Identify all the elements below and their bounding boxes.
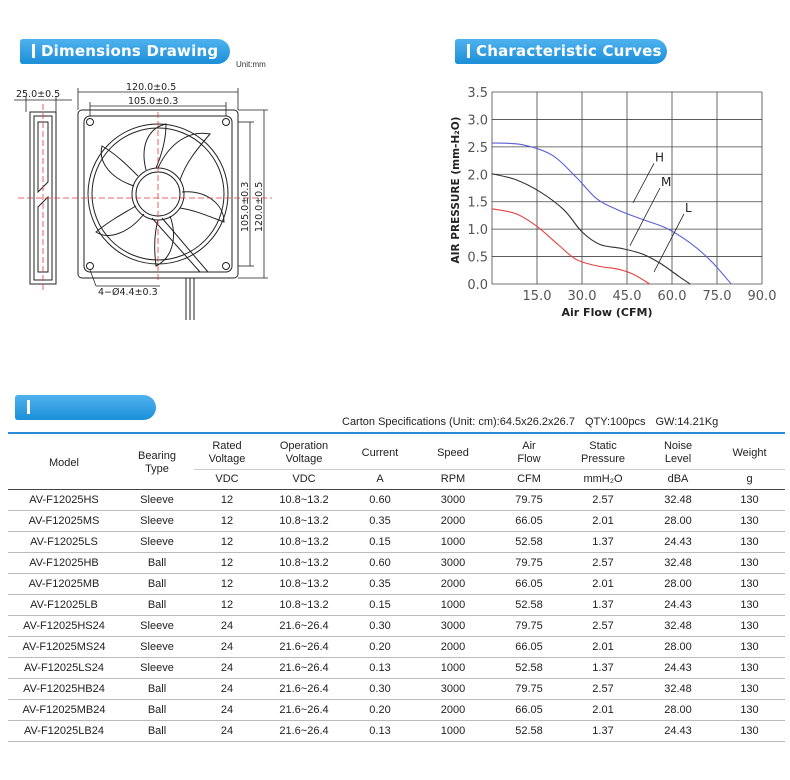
- cell-air-flow: 79.75: [494, 678, 564, 699]
- table-row: [8, 699, 785, 720]
- dimensions-section-title: [20, 39, 230, 64]
- x-tick-label: 30.0: [567, 289, 597, 304]
- cell-current: 0.13: [348, 657, 412, 678]
- cell-bearing: Ball: [120, 699, 194, 720]
- cell-weight: 130: [714, 531, 785, 552]
- cell-current: 0.60: [348, 489, 412, 510]
- cell-noise-level: 24.43: [642, 531, 714, 552]
- cell-operation-voltage: 10.8~13.2: [260, 510, 348, 531]
- cell-static-pressure: 1.37: [564, 720, 642, 741]
- cell-current: 0.15: [348, 594, 412, 615]
- cell-noise-level: 28.00: [642, 510, 714, 531]
- cell-bearing: Ball: [120, 573, 194, 594]
- header-rated-voltage: Rated Voltage: [194, 433, 260, 469]
- cell-operation-voltage: 21.6~26.4: [260, 657, 348, 678]
- cell-current: 0.13: [348, 720, 412, 741]
- table-row: [8, 636, 785, 657]
- cell-bearing: Ball: [120, 678, 194, 699]
- cell-bearing: Sleeve: [120, 636, 194, 657]
- cell-rated-voltage: 24: [194, 699, 260, 720]
- cell-bearing: Sleeve: [120, 489, 194, 510]
- cell-static-pressure: 1.37: [564, 594, 642, 615]
- y-tick-label: 3.0: [467, 113, 488, 129]
- cell-speed: 1000: [412, 594, 494, 615]
- cell-operation-voltage: 21.6~26.4: [260, 678, 348, 699]
- cell-rated-voltage: 24: [194, 657, 260, 678]
- cell-weight: 130: [714, 489, 785, 510]
- header-air-flow: Air Flow: [494, 433, 564, 469]
- cell-speed: 1000: [412, 657, 494, 678]
- table-row: [8, 552, 785, 573]
- specifications-table: [8, 432, 785, 742]
- series-label-L: L: [685, 200, 692, 215]
- cell-current: 0.20: [348, 699, 412, 720]
- cell-air-flow: 52.58: [494, 531, 564, 552]
- cell-operation-voltage: 10.8~13.2: [260, 573, 348, 594]
- cell-current: 0.30: [348, 615, 412, 636]
- hole-spacing-width-dimension: 105.0±0.3: [128, 96, 179, 107]
- cell-rated-voltage: 24: [194, 636, 260, 657]
- cell-operation-voltage: 21.6~26.4: [260, 636, 348, 657]
- header-current: Current: [348, 433, 412, 469]
- cell-static-pressure: 2.57: [564, 678, 642, 699]
- table-row: [8, 573, 785, 594]
- cell-static-pressure: 2.57: [564, 552, 642, 573]
- cell-weight: 130: [714, 678, 785, 699]
- header-bearing: Bearing Type: [120, 433, 194, 489]
- series-label-M: M: [661, 175, 672, 189]
- characteristic-curves-chart: [440, 82, 780, 332]
- series-line-L: [492, 209, 650, 284]
- cell-model: AV-F12025HB24: [8, 678, 120, 699]
- specs-section-title: [15, 395, 156, 441]
- header-static-pressure: Static Pressure: [564, 433, 642, 469]
- curves-section-title: [455, 39, 667, 64]
- cell-model: AV-F12025LB: [8, 594, 120, 615]
- cell-air-flow: 66.05: [494, 573, 564, 594]
- cell-air-flow: 52.58: [494, 594, 564, 615]
- unit-speed: RPM: [412, 469, 494, 489]
- table-row: [8, 678, 785, 699]
- table-row: [8, 594, 785, 615]
- cell-rated-voltage: 12: [194, 594, 260, 615]
- cell-current: 0.35: [348, 573, 412, 594]
- cell-static-pressure: 2.01: [564, 699, 642, 720]
- cell-noise-level: 32.48: [642, 615, 714, 636]
- carton-gw: GW:14.21Kg: [655, 416, 719, 428]
- series-label-H: H: [655, 150, 665, 165]
- cell-speed: 2000: [412, 573, 494, 594]
- cell-bearing: Ball: [120, 552, 194, 573]
- table-row: [8, 615, 785, 636]
- cell-noise-level: 32.48: [642, 678, 714, 699]
- cell-current: 0.30: [348, 678, 412, 699]
- y-tick-label: 0.0: [467, 278, 488, 293]
- carton-qty: QTY:100pcs: [584, 416, 646, 428]
- cell-bearing: Sleeve: [120, 510, 194, 531]
- cell-rated-voltage: 12: [194, 573, 260, 594]
- unit-label: Unit:mm: [236, 60, 266, 69]
- carton-size: Carton Specifications (Unit: cm):64.5x26.2x26.7: [342, 416, 575, 428]
- cell-noise-level: 32.48: [642, 552, 714, 573]
- cell-rated-voltage: 12: [194, 489, 260, 510]
- cell-rated-voltage: 24: [194, 615, 260, 636]
- carton-specifications: [342, 416, 728, 428]
- cell-weight: 130: [714, 552, 785, 573]
- unit-static-pressure: mmH₂O: [564, 469, 642, 489]
- cell-noise-level: 24.43: [642, 657, 714, 678]
- cell-operation-voltage: 21.6~26.4: [260, 699, 348, 720]
- header-operation-voltage: Operation Voltage: [260, 433, 348, 469]
- unit-voltage: VDC: [194, 469, 260, 489]
- cell-weight: 130: [714, 720, 785, 741]
- header-weight: Weight: [714, 433, 785, 469]
- cell-model: AV-F12025MB24: [8, 699, 120, 720]
- x-tick-label: 90.0: [747, 289, 777, 304]
- cell-bearing: Sleeve: [120, 657, 194, 678]
- header-noise-level: Noise Level: [642, 433, 714, 469]
- cell-noise-level: 24.43: [642, 720, 714, 741]
- dimensions-title-text: Dimensions Drawing: [41, 42, 219, 60]
- cell-speed: 2000: [412, 699, 494, 720]
- cell-static-pressure: 2.01: [564, 573, 642, 594]
- cell-weight: 130: [714, 657, 785, 678]
- x-tick-label: 75.0: [702, 289, 732, 304]
- cell-model: AV-F12025MS24: [8, 636, 120, 657]
- cell-noise-level: 24.43: [642, 594, 714, 615]
- table-row: [8, 489, 785, 510]
- hole-spacing-height-dimension: 105.0±0.3: [240, 181, 251, 232]
- outer-height-dimension: 120.0±0.5: [254, 181, 265, 232]
- cell-air-flow: 66.05: [494, 636, 564, 657]
- cell-air-flow: 79.75: [494, 489, 564, 510]
- cell-speed: 3000: [412, 678, 494, 699]
- cell-speed: 2000: [412, 636, 494, 657]
- cell-static-pressure: 2.57: [564, 489, 642, 510]
- x-tick-label: 15.0: [522, 289, 552, 304]
- curves-title-text: Characteristic Curves: [476, 42, 662, 60]
- cell-weight: 130: [714, 594, 785, 615]
- cell-model: AV-F12025HS24: [8, 615, 120, 636]
- cell-model: AV-F12025HB: [8, 552, 120, 573]
- cell-current: 0.60: [348, 552, 412, 573]
- cell-operation-voltage: 10.8~13.2: [260, 531, 348, 552]
- cell-operation-voltage: 21.6~26.4: [260, 615, 348, 636]
- x-axis-label: Air Flow (CFM): [561, 306, 653, 319]
- unit-current: A: [348, 469, 412, 489]
- cell-static-pressure: 1.37: [564, 531, 642, 552]
- table-row: [8, 657, 785, 678]
- cell-rated-voltage: 12: [194, 552, 260, 573]
- specifications-table-body: [8, 489, 785, 741]
- series-leader-H: [633, 163, 654, 202]
- y-tick-label: 1.5: [467, 195, 488, 211]
- cell-bearing: Sleeve: [120, 531, 194, 552]
- series-leader-L: [654, 214, 684, 272]
- cell-model: AV-F12025MS: [8, 510, 120, 531]
- cell-weight: 130: [714, 573, 785, 594]
- cell-operation-voltage: 10.8~13.2: [260, 594, 348, 615]
- cell-model: AV-F12025MB: [8, 573, 120, 594]
- cell-weight: 130: [714, 510, 785, 531]
- cell-static-pressure: 2.01: [564, 636, 642, 657]
- unit-noise: dBA: [642, 469, 714, 489]
- cell-weight: 130: [714, 636, 785, 657]
- cell-noise-level: 28.00: [642, 699, 714, 720]
- cell-air-flow: 66.05: [494, 699, 564, 720]
- cell-air-flow: 79.75: [494, 552, 564, 573]
- cell-weight: 130: [714, 615, 785, 636]
- cell-operation-voltage: 10.8~13.2: [260, 489, 348, 510]
- table-row: [8, 531, 785, 552]
- y-axis-label: AIR PRESSURE (mm-H₂O): [450, 116, 462, 264]
- cell-air-flow: 52.58: [494, 720, 564, 741]
- thickness-dimension: 25.0±0.5: [16, 89, 61, 100]
- cell-speed: 1000: [412, 720, 494, 741]
- cell-current: 0.20: [348, 636, 412, 657]
- cell-operation-voltage: 21.6~26.4: [260, 720, 348, 741]
- cell-rated-voltage: 12: [194, 531, 260, 552]
- cell-bearing: Ball: [120, 720, 194, 741]
- cell-rated-voltage: 24: [194, 678, 260, 699]
- cell-bearing: Sleeve: [120, 615, 194, 636]
- series-line-H: [492, 143, 731, 284]
- cell-operation-voltage: 10.8~13.2: [260, 552, 348, 573]
- cell-static-pressure: 2.57: [564, 615, 642, 636]
- cell-model: AV-F12025LS: [8, 531, 120, 552]
- cell-current: 0.15: [348, 531, 412, 552]
- cell-speed: 3000: [412, 615, 494, 636]
- specs-title-text: Specifications: [27, 423, 149, 441]
- table-row: [8, 510, 785, 531]
- cell-noise-level: 28.00: [642, 573, 714, 594]
- cell-noise-level: 28.00: [642, 636, 714, 657]
- cell-model: AV-F12025LB24: [8, 720, 120, 741]
- cell-noise-level: 32.48: [642, 489, 714, 510]
- header-model: Model: [8, 433, 120, 489]
- cell-speed: 3000: [412, 489, 494, 510]
- dimensions-drawing: [10, 82, 280, 332]
- y-tick-label: 3.5: [467, 86, 488, 101]
- cell-air-flow: 66.05: [494, 510, 564, 531]
- cell-air-flow: 52.58: [494, 657, 564, 678]
- y-tick-label: 1.0: [467, 223, 488, 239]
- x-tick-label: 60.0: [657, 289, 687, 304]
- x-tick-label: 45.0: [612, 289, 642, 304]
- cell-rated-voltage: 24: [194, 720, 260, 741]
- unit-weight: g: [714, 469, 785, 489]
- outer-width-dimension: 120.0±0.5: [126, 82, 177, 93]
- unit-air-flow: CFM: [494, 469, 564, 489]
- unit-op-voltage: VDC: [260, 469, 348, 489]
- holes-dimension: 4−Ø4.4±0.3: [98, 287, 158, 298]
- cell-static-pressure: 1.37: [564, 657, 642, 678]
- cell-static-pressure: 2.01: [564, 510, 642, 531]
- cell-air-flow: 79.75: [494, 615, 564, 636]
- cell-model: AV-F12025HS: [8, 489, 120, 510]
- cell-speed: 3000: [412, 552, 494, 573]
- cell-bearing: Ball: [120, 594, 194, 615]
- cell-speed: 2000: [412, 510, 494, 531]
- cell-speed: 1000: [412, 531, 494, 552]
- y-tick-label: 2.0: [467, 168, 488, 184]
- cell-weight: 130: [714, 699, 785, 720]
- table-row: [8, 720, 785, 741]
- header-speed: Speed: [412, 433, 494, 469]
- y-tick-label: 2.5: [467, 140, 488, 156]
- cell-current: 0.35: [348, 510, 412, 531]
- cell-model: AV-F12025LS24: [8, 657, 120, 678]
- cell-rated-voltage: 12: [194, 510, 260, 531]
- y-tick-label: 0.5: [467, 250, 488, 266]
